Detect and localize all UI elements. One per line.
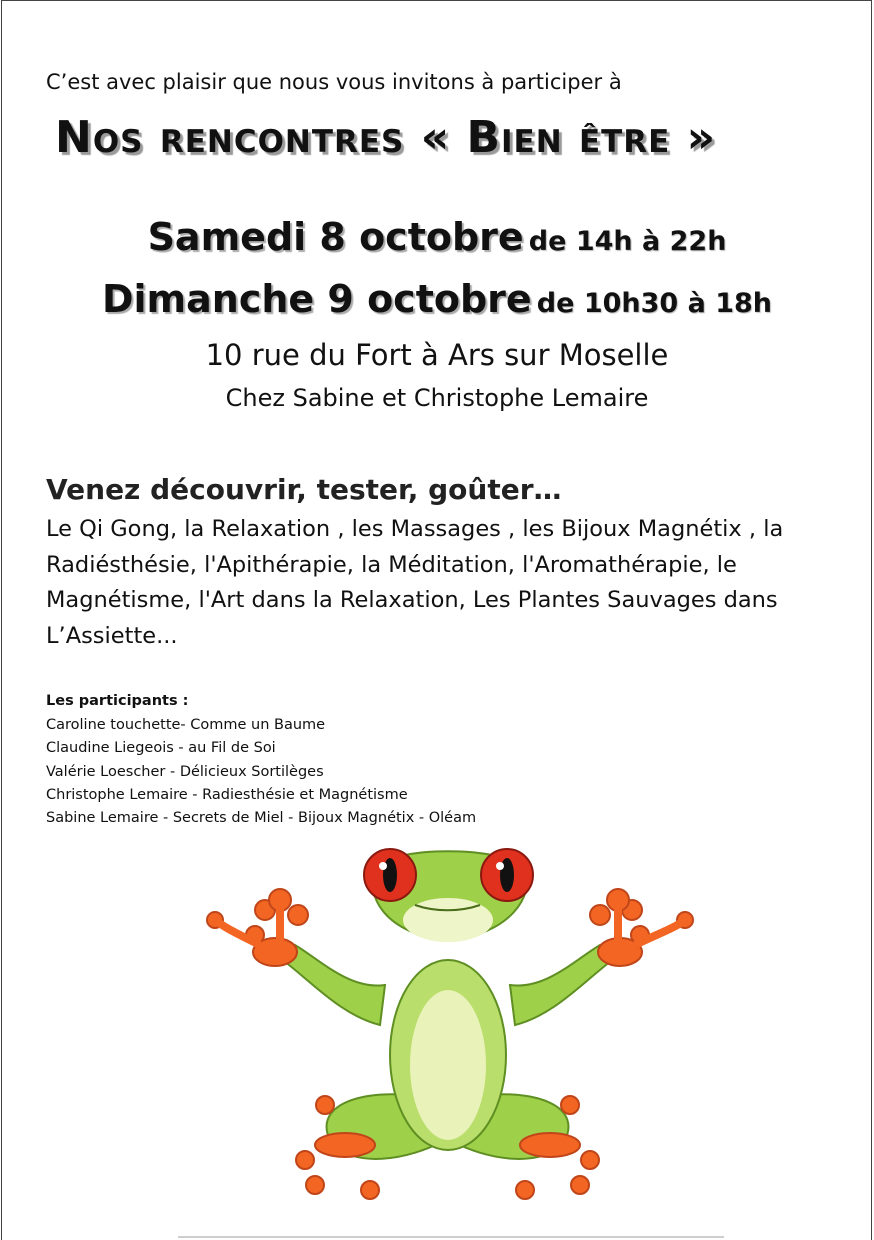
date-hours: de 10h30 à 18h bbox=[536, 288, 773, 319]
page-title: Nos rencontres « Bien être » bbox=[55, 112, 717, 163]
host-line: Chez Sabine et Christophe Lemaire bbox=[225, 384, 649, 412]
list-item: Christophe Lemaire - Radiesthésie et Magnétisme bbox=[46, 786, 408, 803]
date-day: Dimanche 9 octobre bbox=[101, 277, 532, 321]
intro-text: C’est avec plaisir que nous vous invitons à participer à bbox=[46, 70, 622, 94]
list-item: Valérie Loescher - Délicieux Sortilèges bbox=[46, 763, 324, 780]
meditating-frog-illustration bbox=[180, 840, 720, 1230]
list-item: Claudine Liegeois - au Fil de Soi bbox=[46, 740, 276, 757]
left-hand bbox=[207, 889, 308, 966]
list-item: Sabine Lemaire - Secrets de Miel - Bijoux Magnétix - Oléam bbox=[46, 810, 477, 827]
address: 10 rue du Fort à Ars sur Moselle bbox=[205, 338, 669, 372]
divider bbox=[178, 1236, 724, 1238]
date-hours: de 14h à 22h bbox=[528, 226, 727, 257]
activities-paragraph: Le Qi Gong, la Relaxation , les Massages , les Bijoux Magnétix , la Radiésthésie, l'Apithérapie, la Méditation, l'Aromathérapie, le Magnétisme, l'Art dans la Relaxation, Les Plantes Sauvages dans L’Assiette... bbox=[46, 516, 784, 649]
participants-heading: Les participants : bbox=[46, 693, 189, 709]
right-hand bbox=[590, 889, 693, 966]
frog-belly bbox=[410, 990, 486, 1140]
date-day: Samedi 8 octobre bbox=[147, 215, 524, 259]
list-item: Caroline touchette- Comme un Baume bbox=[46, 717, 326, 733]
date-line-saturday bbox=[0, 215, 874, 259]
date-line-sunday bbox=[0, 277, 874, 321]
participants-list bbox=[46, 714, 476, 830]
invite-heading: Venez découvrir, tester, goûter… bbox=[46, 473, 562, 506]
